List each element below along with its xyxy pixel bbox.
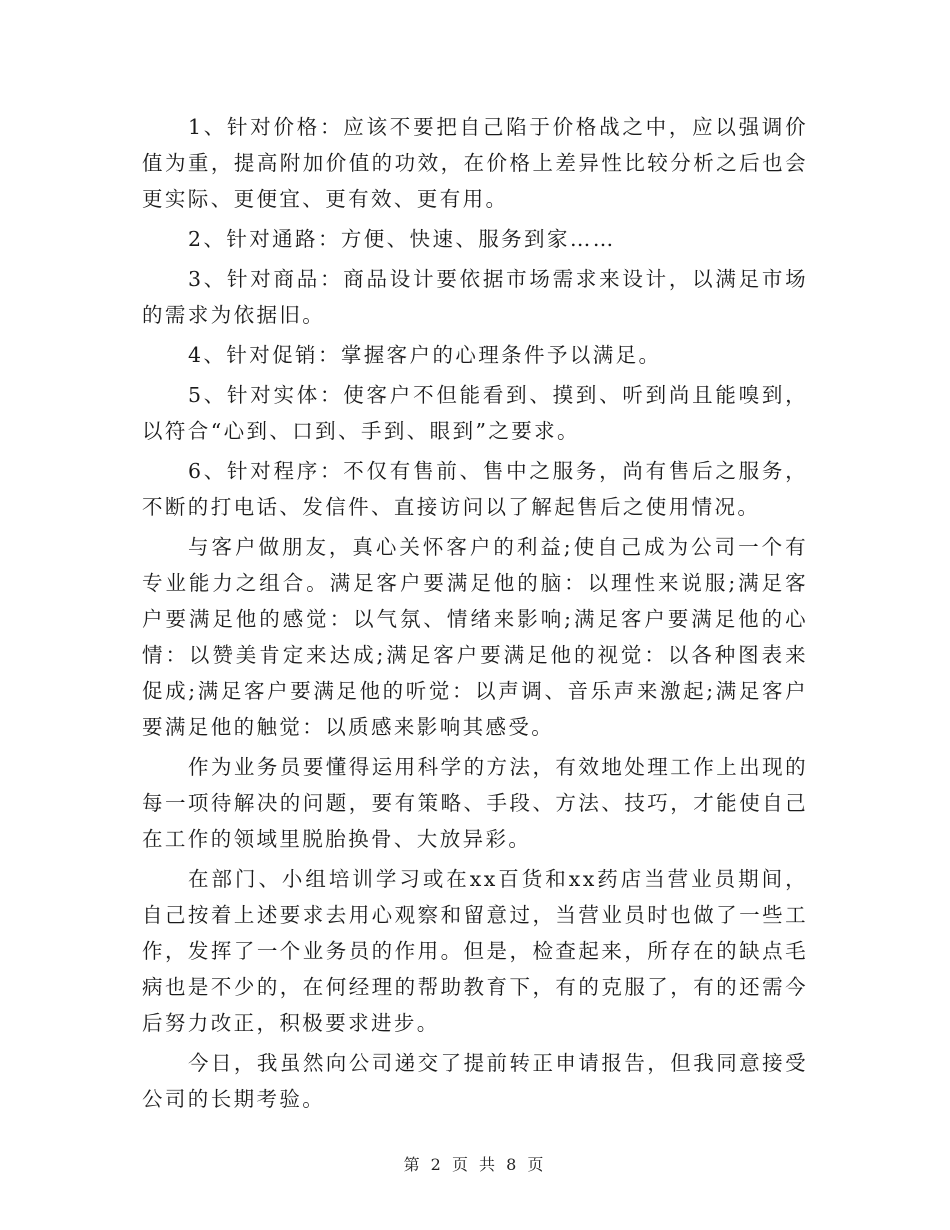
paragraph-product: 3、针对商品：商品设计要依据市场需求来设计，以满足市场的需求为依据旧。 [142,267,808,327]
paragraph-promotion: 4、针对促销：掌握客户的心理条件予以满足。 [188,343,662,367]
paragraph-customer-friend: 与客户做朋友，真心关怀客户的利益;使自己成为公司一个有专业能力之组合。满足客户要满足他的脑：以理性来说服;满足客户要满足他的感觉：以气氛、情绪来影响;满足客户要满足他的心情：以赞美肯定来达成;满足客户要满足他的视觉：以各种图表来促成;满足客户要满足他的听觉：以声调、音乐声来激起;满足客户要满足他的触觉：以质感来影响其感受。 [142,535,808,739]
paragraph-training: 在部门、小组培训学习或在xx百货和xx药店当营业员期间，自己按着上述要求去用心观察和留意过，当营业员时也做了一些工作，发挥了一个业务员的作用。但是，检查起来，所存在的缺点毛病也是不少的，在何经理的帮助教育下，有的克服了，有的还需今后努力改正，积极要求进步。 [142,867,808,1035]
paragraph-conclusion: 今日，我虽然向公司递交了提前转正申请报告，但我同意接受公司的长期考验。 [142,1051,808,1111]
paragraph-entity: 5、针对实体：使客户不但能看到、摸到、听到尚且能嗅到，以符合“心到、口到、手到、眼到”之要求。 [142,383,808,443]
paragraph-channel: 2、针对通路：方便、快速、服务到家…… [188,227,616,251]
paragraph-procedure: 6、针对程序：不仅有售前、售中之服务，尚有售后之服务，不断的打电话、发信件、直接访问以了解起售后之使用情况。 [142,459,808,519]
paragraph-scientific-method: 作为业务员要懂得运用科学的方法，有效地处理工作上出现的每一项待解决的问题，要有策略、手段、方法、技巧，才能使自己在工作的领域里脱胎换骨、大放异彩。 [142,755,808,851]
page-number-footer: 第 2 页 共 8 页 [403,1155,547,1174]
document-body [142,109,808,1121]
paragraph-price: 1、针对价格：应该不要把自己陷于价格战之中，应以强调价值为重，提高附加价值的功效，在价格上差异性比较分析之后也会更实际、更便宜、更有效、更有用。 [142,115,808,211]
